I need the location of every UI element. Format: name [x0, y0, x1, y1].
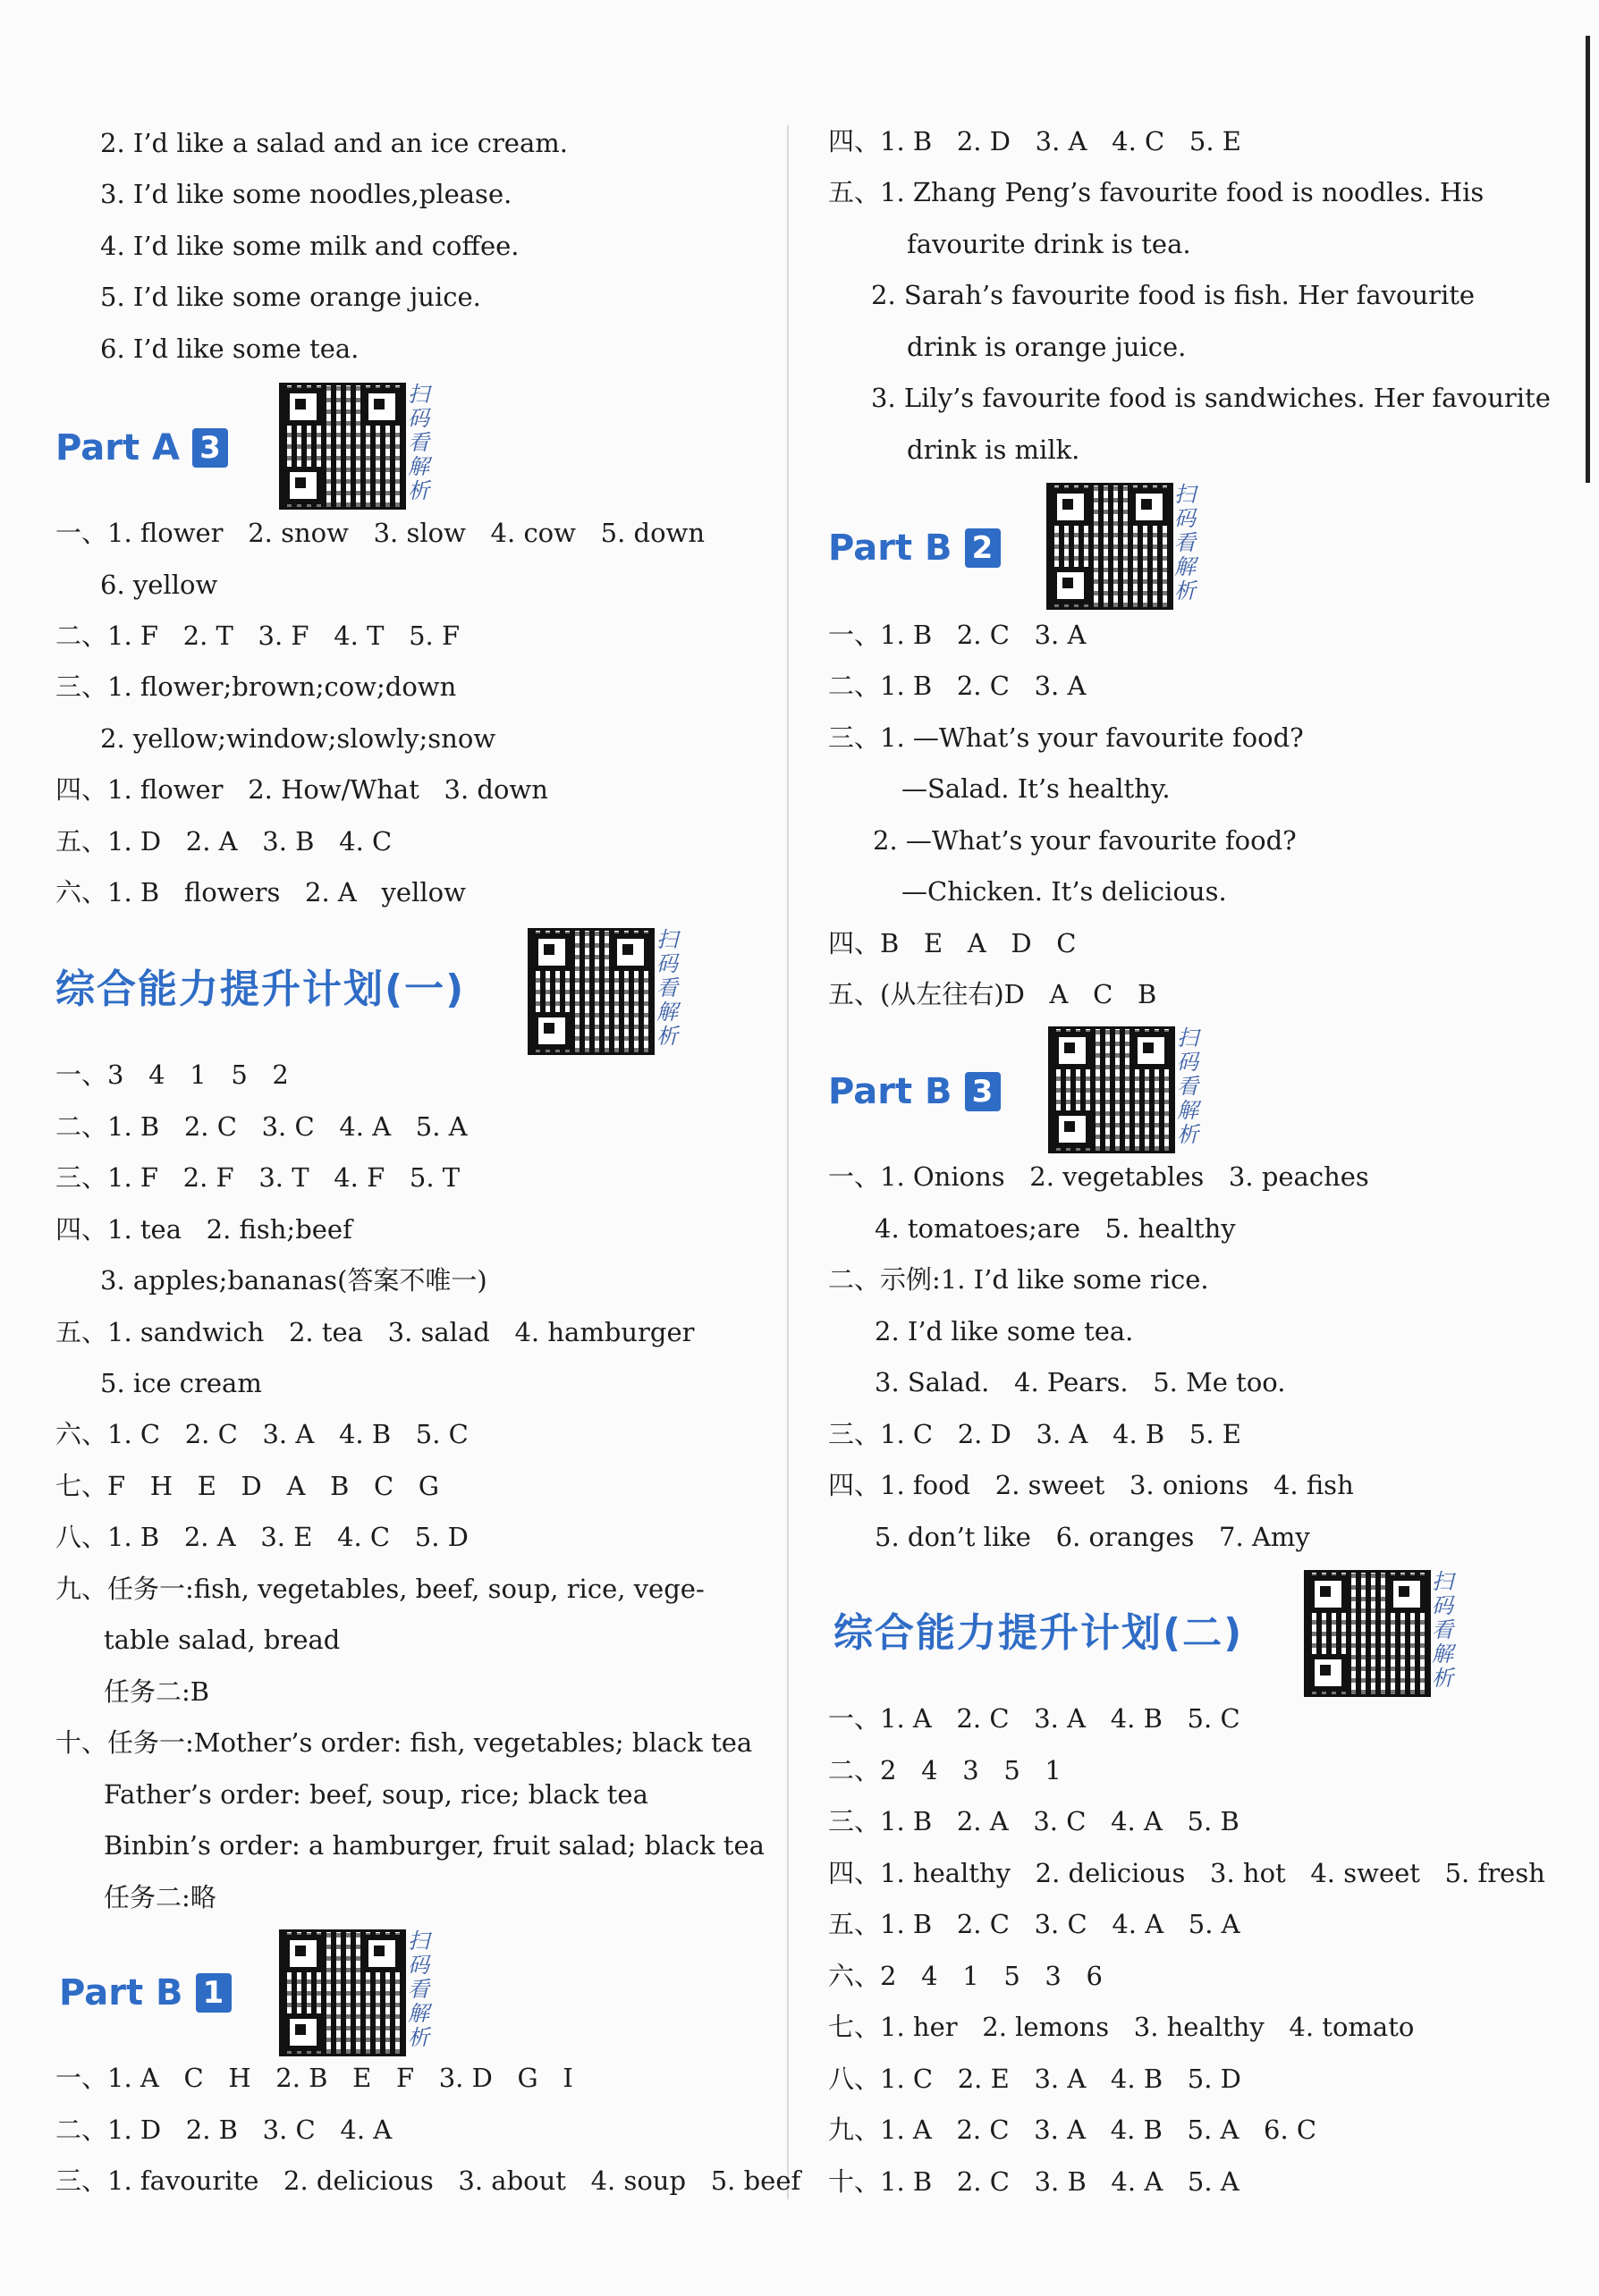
section-heading-part-b-2	[828, 526, 1001, 570]
answer-line: 四、1. B 2. D 3. A 4. C 5. E	[828, 126, 1241, 156]
answer-line: favourite drink is tea.	[907, 229, 1191, 259]
section-heading-part-a-3	[55, 426, 228, 470]
answer-line: 2. I’d like a salad and an ice cream.	[100, 128, 568, 158]
answer-line: 6. I’d like some tea.	[100, 333, 360, 364]
answer-line: 任务二:B	[104, 1676, 210, 1707]
answer-line: 七、1. her 2. lemons 3. healthy 4. tomato	[828, 2012, 1415, 2042]
answer-line: —Salad. It’s healthy.	[901, 773, 1171, 804]
answer-line: 十、任务一:Mother’s order: fish, vegetables; black tea	[55, 1727, 753, 1758]
qr-code-icon[interactable]	[1046, 483, 1173, 610]
answer-line: 5. ice cream	[100, 1368, 262, 1398]
answer-line: 二、1. B 2. C 3. C 4. A 5. A	[55, 1111, 468, 1142]
answer-line: drink is orange juice.	[907, 332, 1187, 362]
answer-line: 3. apples;bananas(答案不唯一)	[100, 1265, 487, 1296]
section-title: Part B	[828, 528, 952, 569]
answer-line: 一、1. flower 2. snow 3. slow 4. cow 5. down	[55, 518, 706, 548]
answer-line: 一、1. Onions 2. vegetables 3. peaches	[828, 1161, 1369, 1192]
section-heading-part-b-1	[59, 1971, 232, 2015]
answer-line: 三、1. favourite 2. delicious 3. about 4. soup 5. beef	[55, 2165, 801, 2196]
answer-line: 九、任务一:fish, vegetables, beef, soup, rice, vege-	[55, 1574, 705, 1604]
answer-line: 四、1. tea 2. fish;beef	[55, 1214, 352, 1245]
answer-line: 2. I’d like some tea.	[875, 1316, 1134, 1346]
scan-hint: 扫码看解析	[1177, 1026, 1198, 1147]
section-title: Part B	[59, 1972, 183, 2013]
answer-line: 四、1. healthy 2. delicious 3. hot 4. sweet 5. fresh	[828, 1858, 1545, 1888]
answer-line: 五、1. sandwich 2. tea 3. salad 4. hamburger	[55, 1317, 695, 1347]
answer-line: 一、1. B 2. C 3. A	[828, 620, 1087, 650]
scan-hint: 扫码看解析	[408, 1929, 429, 2050]
answer-line: 四、B E A D C	[828, 928, 1077, 958]
answer-line: 三、1. —What’s your favourite food?	[828, 722, 1304, 753]
answer-line: Binbin’s order: a hamburger, fruit salad; black tea	[104, 1830, 765, 1861]
answer-line: 二、1. F 2. T 3. F 4. T 5. F	[55, 620, 461, 651]
qr-code-icon[interactable]	[279, 383, 406, 510]
section-heading-zonghe-2: 综合能力提升计划(二)	[833, 1610, 1244, 1656]
answer-line: 六、1. B flowers 2. A yellow	[55, 877, 466, 907]
answer-line: 五、1. D 2. A 3. B 4. C	[55, 826, 393, 857]
answer-line: 八、1. B 2. A 3. E 4. C 5. D	[55, 1522, 469, 1552]
section-number-badge: 1	[196, 1973, 232, 2013]
answer-line: 二、1. B 2. C 3. A	[828, 671, 1087, 701]
section-heading-zonghe-1: 综合能力提升计划(一)	[55, 967, 466, 1012]
column-divider	[787, 125, 789, 2199]
answer-line: 2. yellow;window;slowly;snow	[100, 723, 496, 754]
answer-line: 二、1. D 2. B 3. C 4. A	[55, 2115, 393, 2145]
section-number-badge: 3	[192, 428, 228, 468]
answer-line: 三、1. B 2. A 3. C 4. A 5. B	[828, 1806, 1239, 1836]
answer-line: 二、示例:1. I’d like some rice.	[828, 1264, 1209, 1295]
qr-code-icon[interactable]	[528, 928, 655, 1055]
answer-line: 一、3 4 1 5 2	[55, 1059, 289, 1090]
answer-line: 八、1. C 2. E 3. A 4. B 5. D	[828, 2064, 1241, 2094]
answer-line: 七、F H E D A B C G	[55, 1471, 440, 1501]
answer-line: 任务二:略	[104, 1882, 216, 1912]
answer-line: table salad, bread	[104, 1625, 341, 1655]
answer-line: 5. I’d like some orange juice.	[100, 282, 481, 312]
answer-line: 6. yellow	[100, 570, 218, 600]
answer-line: 2. Sarah’s favourite food is fish. Her favourite	[871, 280, 1476, 310]
answer-line: 五、1. Zhang Peng’s favourite food is noodles. His	[828, 177, 1485, 207]
answer-line: 四、1. food 2. sweet 3. onions 4. fish	[828, 1470, 1354, 1500]
answer-line: 六、2 4 1 5 3 6	[828, 1961, 1103, 1991]
answer-line: 十、1. B 2. C 3. B 4. A 5. A	[828, 2166, 1239, 2197]
answer-line: 一、1. A C H 2. B E F 3. D G I	[55, 2063, 573, 2093]
qr-code-icon[interactable]	[1048, 1026, 1175, 1153]
answer-line: —Chicken. It’s delicious.	[901, 876, 1227, 907]
answer-line: 2. —What’s your favourite food?	[873, 825, 1297, 856]
answer-line: 六、1. C 2. C 3. A 4. B 5. C	[55, 1419, 469, 1449]
answer-line: 五、(从左往右)D A C B	[828, 979, 1157, 1009]
section-title: Part B	[828, 1071, 952, 1112]
qr-code-icon[interactable]	[279, 1929, 406, 2056]
answer-line: 三、1. F 2. F 3. T 4. F 5. T	[55, 1162, 461, 1193]
section-number-badge: 2	[965, 528, 1001, 568]
answer-line: 二、2 4 3 5 1	[828, 1755, 1062, 1785]
answer-line: 4. I’d like some milk and coffee.	[100, 231, 520, 261]
scan-hint: 扫码看解析	[1174, 482, 1196, 604]
answer-line: 三、1. C 2. D 3. A 4. B 5. E	[828, 1419, 1241, 1449]
answer-line: 四、1. flower 2. How/What 3. down	[55, 774, 548, 805]
answer-line: 4. tomatoes;are 5. healthy	[875, 1213, 1236, 1244]
section-number-badge: 3	[965, 1072, 1001, 1111]
answer-line: 3. Lily’s favourite food is sandwiches. Her favourite	[871, 383, 1551, 413]
qr-code-icon[interactable]	[1304, 1570, 1431, 1697]
answer-line: 九、1. A 2. C 3. A 4. B 5. A 6. C	[828, 2115, 1317, 2145]
answer-line: 一、1. A 2. C 3. A 4. B 5. C	[828, 1703, 1240, 1734]
scan-hint: 扫码看解析	[656, 927, 678, 1049]
answer-line: drink is milk.	[907, 435, 1080, 465]
answer-line: Father’s order: beef, soup, rice; black tea	[104, 1779, 648, 1810]
scan-hint: 扫码看解析	[408, 382, 429, 503]
answer-line: 五、1. B 2. C 3. C 4. A 5. A	[828, 1909, 1240, 1939]
answer-line: 5. don’t like 6. oranges 7. Amy	[875, 1522, 1310, 1552]
page-edge-mark	[1586, 36, 1590, 483]
answer-line: 三、1. flower;brown;cow;down	[55, 671, 457, 702]
answer-line: 3. I’d like some noodles,please.	[100, 179, 512, 209]
section-title: Part A	[55, 427, 180, 468]
scan-hint: 扫码看解析	[1432, 1569, 1453, 1691]
answer-line: 3. Salad. 4. Pears. 5. Me too.	[875, 1367, 1286, 1397]
section-heading-part-b-3	[828, 1069, 1001, 1114]
